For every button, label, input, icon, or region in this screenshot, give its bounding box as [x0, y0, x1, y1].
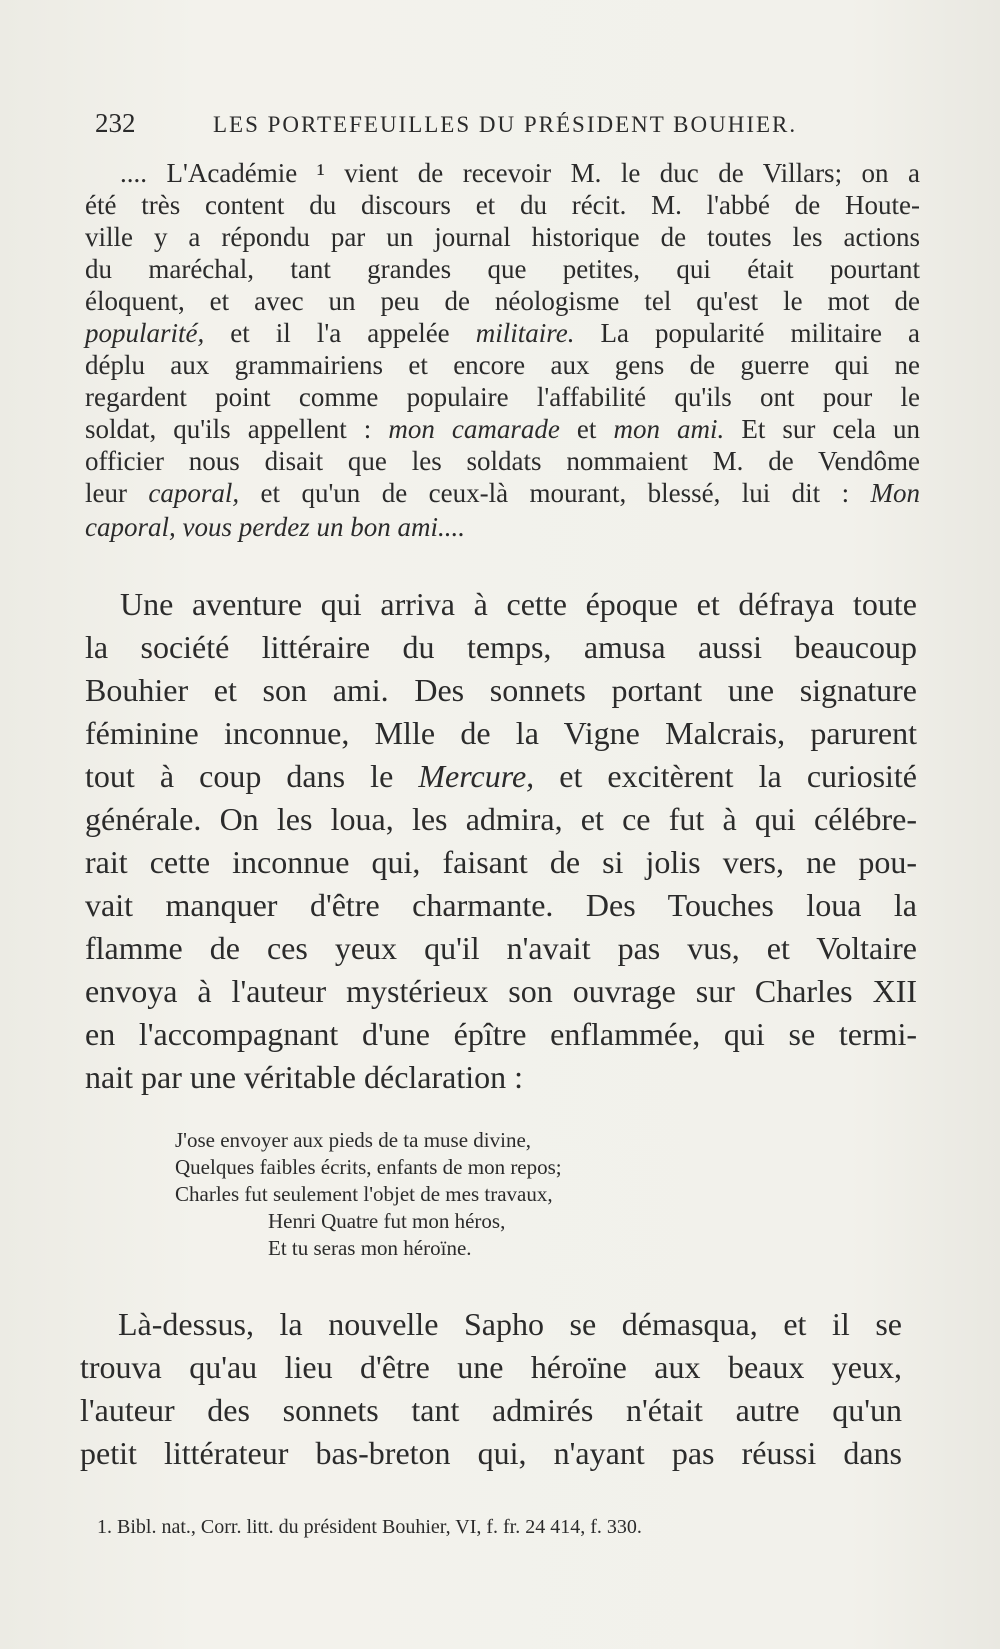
body-line: Bouhier et son ami. Des sonnets portant une signature	[85, 672, 917, 708]
verse-line: Quelques faibles écrits, enfants de mon repos;	[175, 1155, 562, 1179]
body-line: féminine inconnue, Mlle de la Vigne Malcrais, parurent	[85, 715, 917, 751]
body-line: tout à coup dans le Mercure, et excitèrent la curiosité	[85, 758, 918, 794]
quote-line: ville y a répondu par un journal historique de toutes les actions	[85, 222, 920, 252]
body-line: nait par une véritable déclaration :	[85, 1059, 524, 1095]
body-line: vait manquer d'être charmante. Des Touches loua la	[85, 887, 917, 923]
quote-line: soldat, qu'ils appellent : mon camarade et mon ami. Et sur cela un	[85, 414, 920, 444]
verse-line: J'ose envoyer aux pieds de ta muse divine,	[175, 1128, 532, 1152]
page-number: 232	[95, 108, 136, 138]
body-line: trouva qu'au lieu d'être une héroïne aux beaux yeux,	[80, 1349, 902, 1385]
body-line: petit littérateur bas-breton qui, n'ayant pas réussi dans	[80, 1435, 902, 1471]
quote-line: du maréchal, tant grandes que petites, qui était pourtant	[85, 254, 920, 284]
quote-line: .... L'Académie ¹ vient de recevoir M. le duc de Villars; on a	[120, 158, 920, 188]
quote-line: leur caporal, et qu'un de ceux-là mourant, blessé, lui dit : Mon	[85, 478, 920, 508]
quote-line: caporal, vous perdez un bon ami....	[85, 512, 465, 542]
body-line: envoya à l'auteur mystérieux son ouvrage sur Charles XII	[85, 973, 917, 1009]
body-line: l'auteur des sonnets tant admirés n'était autre qu'un	[80, 1392, 902, 1428]
body-line: en l'accompagnant d'une épître enflammée, qui se termi-	[85, 1016, 917, 1052]
footnote-text: 1. Bibl. nat., Corr. litt. du président Bouhier, VI, f. fr. 24 414, f. 330.	[97, 1516, 642, 1538]
verse-line: Et tu seras mon héroïne.	[268, 1236, 472, 1260]
running-title: LES PORTEFEUILLES DU PRÉSIDENT BOUHIER.	[213, 112, 798, 137]
body-line: rait cette inconnue qui, faisant de si jolis vers, ne pou-	[85, 844, 917, 880]
body-line: Une aventure qui arriva à cette époque et défraya toute	[120, 586, 917, 622]
quote-line: officier nous disait que les soldats nommaient M. de Vendôme	[85, 446, 920, 476]
verse-line: Charles fut seulement l'objet de mes travaux,	[175, 1182, 553, 1206]
quote-line: popularité, et il l'a appelée militaire. La popularité militaire a	[85, 318, 920, 348]
quote-line: déplu aux grammairiens et encore aux gens de guerre qui ne	[85, 350, 920, 380]
quote-line: éloquent, et avec un peu de néologisme tel qu'est le mot de	[85, 286, 920, 316]
body-line: la société littéraire du temps, amusa aussi beaucoup	[85, 629, 917, 665]
quote-line: regardent point comme populaire l'affabilité qu'ils ont pour le	[85, 382, 920, 412]
body-line: générale. On les loua, les admira, et ce fut à qui célébre-	[85, 801, 917, 837]
page-header	[95, 108, 915, 142]
verse-line: Henri Quatre fut mon héros,	[268, 1209, 506, 1233]
body-line: flamme de ces yeux qu'il n'avait pas vus, et Voltaire	[85, 930, 917, 966]
body-line: Là-dessus, la nouvelle Sapho se démasqua, et il se	[118, 1306, 902, 1342]
quote-line: été très content du discours et du récit. M. l'abbé de Houte-	[85, 190, 920, 220]
